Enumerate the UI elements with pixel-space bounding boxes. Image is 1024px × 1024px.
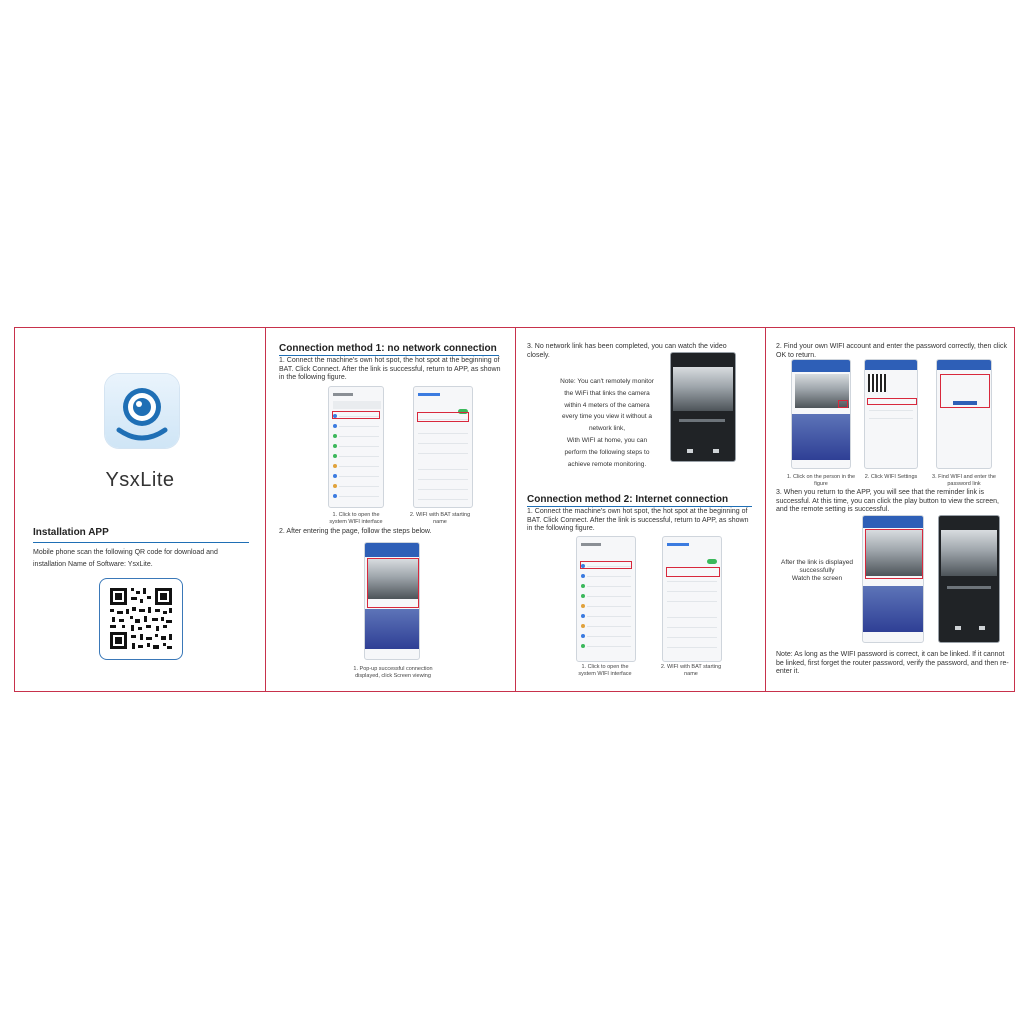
- live-view-screenshot: [938, 515, 1000, 643]
- caption-bat-wifi: 2. WIFI with BAT starting name: [409, 512, 471, 525]
- install-line-1: Mobile phone scan the following QR code for download and: [33, 549, 218, 556]
- highlight-box: [838, 400, 848, 408]
- instruction-sheet: [14, 327, 1015, 692]
- caption-bat-wifi: 2. WIFI with BAT starting name: [660, 664, 722, 677]
- panel-wifi-setup: [765, 328, 1016, 691]
- highlight-box: [332, 411, 380, 419]
- install-title: Installation APP: [33, 527, 109, 538]
- step-3-text: 3. No network link has been completed, you can watch the video closely.: [527, 343, 727, 359]
- live-view-screenshot: [670, 352, 736, 462]
- caption-wifi-settings: 2. Click WIFI Settings: [864, 474, 918, 480]
- caption-pop-up: 1. Pop-up successful connection displayed, click Screen viewing: [353, 666, 433, 679]
- remote-note: Note: You can't remotely monitor the WiFi that links the camera within 4 meters of the camera every time you view it without a network link, With WIFI at home, you can perform the following steps to achieve remote monitoring.: [560, 378, 654, 468]
- camera-app-icon: [105, 374, 179, 448]
- qr-code-icon[interactable]: [99, 578, 183, 660]
- method-1-title: Connection method 1: no network connection: [279, 343, 497, 354]
- app-home-screenshot: [791, 359, 851, 469]
- highlight-box: [580, 561, 632, 569]
- settings-qr-screenshot: [864, 359, 918, 469]
- install-line-2: installation Name of Software: YsxLite.: [33, 561, 153, 568]
- final-note: Note: As long as the WIFI password is correct, it can be linked. If it cannot be linked, first forget the router password, verify the password, and then re-enter it.: [776, 651, 1009, 675]
- password-screenshot: [936, 359, 992, 469]
- highlight-box: [666, 567, 720, 577]
- after-link-text: After the link is displayed successfully Watch the screen: [781, 559, 853, 582]
- caption-enter-password: 3. Find WIFI and enter the password link: [932, 474, 996, 487]
- wifi-list-screenshot: [413, 386, 473, 508]
- caption-open-wifi: 1. Click to open the system WIFI interface: [578, 664, 632, 677]
- caption-open-wifi: 1. Click to open the system WIFI interface: [329, 512, 383, 525]
- app-name: YsxLite: [105, 469, 175, 491]
- caption-click-person: 1. Click on the person in the figure: [786, 474, 856, 487]
- method-2-step-1: 1. Connect the machine's own hot spot, the hot spot at the beginning of BAT. Click Connect. After the link is successful, return to APP, as shown in the following figure.: [527, 508, 749, 532]
- title-underline: [33, 542, 249, 543]
- wifi-list-screenshot: [662, 536, 722, 662]
- highlight-box: [867, 398, 917, 405]
- step-2-text: 2. Find your own WIFI account and enter the password correctly, then click OK to return.: [776, 343, 1007, 359]
- settings-screenshot: [576, 536, 636, 662]
- install-text: [33, 547, 255, 571]
- panel-install: [15, 328, 265, 691]
- method-2-title: Connection method 2: Internet connection: [527, 494, 729, 505]
- highlight-box: [417, 412, 469, 422]
- method-1-step-2: 2. After entering the page, follow the steps below.: [279, 528, 432, 535]
- title-underline: [527, 506, 752, 507]
- step-3-text: 3. When you return to the APP, you will see that the reminder link is successful. At this time, you can click the play button to view the screen, and the remote setting is successful.: [776, 489, 999, 513]
- app-linked-screenshot: [862, 515, 924, 643]
- highlight-box: [865, 529, 923, 579]
- method-1-step-1: 1. Connect the machine's own hot spot, the hot spot at the beginning of BAT. Click Connect. After the link is successful, return to APP, as shown in the following figure.: [279, 357, 501, 381]
- app-screenshot: [364, 542, 420, 660]
- settings-screenshot: [328, 386, 384, 508]
- highlight-box: [367, 558, 419, 608]
- panel-method-2: [515, 328, 765, 691]
- panel-method-1: [265, 328, 515, 691]
- title-underline: [279, 355, 499, 356]
